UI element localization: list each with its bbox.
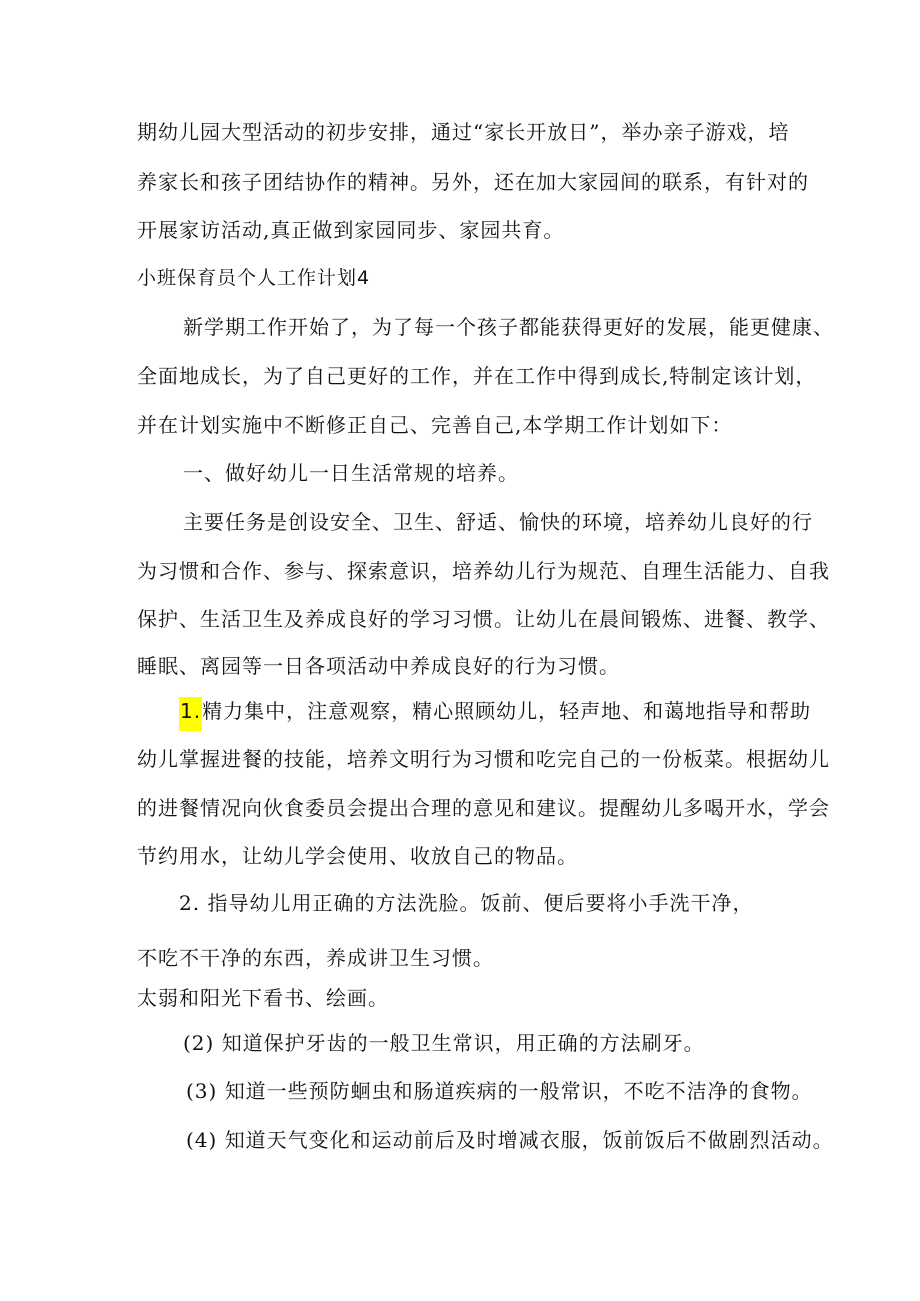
text-line: 睡眠、离园等一日各项活动中养成良好的行为习惯。 [137,654,620,678]
text-line: 的进餐情况向伙食委员会提出合理的意见和建议。提醒幼儿多喝开水，学会 [137,796,830,820]
sub-item-2: (2) 知道保护牙齿的一般卫生常识，用正确的方法刷牙。 [183,1031,705,1055]
text-line: 主要任务是创设安全、卫生、舒适、愉快的环境，培养幼儿良好的行 [183,510,813,534]
text-line: 开展家访活动,真正做到家园同步、家园共育。 [137,218,565,242]
text-line: 不吃不干净的东西，养成讲卫生习惯。 [137,946,494,970]
text-line: 节约用水，让幼儿学会使用、收放自己的物品。 [137,844,578,868]
text-line: 新学期工作开始了，为了每一个孩子都能获得更好的发展，能更健康、 [183,315,834,339]
list-item-1 [179,697,811,725]
sub-item-3: (3) 知道一些预防蛔虫和肠道疾病的一般常识，不吃不洁净的食物。 [186,1079,813,1103]
highlighted-number: 1. [179,697,202,731]
section-heading: 小班保育员个人工作计划4 [137,267,371,289]
text-line: 全面地成长，为了自己更好的工作，并在工作中得到成长,特制定该计划， [137,364,817,388]
text-line: 幼儿掌握进餐的技能，培养文明行为习惯和吃完自己的一份板菜。根据幼儿 [137,747,830,771]
subsection-heading: 一、做好幼儿一日生活常规的培养。 [183,461,519,485]
text-line: 养家长和孩子团结协作的精神。另外，还在加大家园间的联系，有针对的 [137,170,809,194]
list-item-2: 2. 指导幼儿用正确的方法洗脸。饭前、便后要将小手洗干净， [179,891,754,915]
text-line: 太弱和阳光下看书、绘画。 [137,986,389,1010]
text-line: 保护、生活卫生及养成良好的学习习惯。让幼儿在晨间锻炼、进餐、教学、 [137,607,830,631]
text-line: 为习惯和合作、参与、探索意识，培养幼儿行为规范、自理生活能力、自我 [137,559,830,583]
list-item-text: 精力集中，注意观察，精心照顾幼儿，轻声地、和蔼地指导和帮助 [202,699,812,723]
text-line: 并在计划实施中不断修正自己、完善自己,本学期工作计划如下： [137,413,733,437]
sub-item-4: (4) 知道天气变化和运动前后及时增减衣服，饭前饭后不做剧烈活动。 [186,1128,834,1152]
text-line: 期幼儿园大型活动的初步安排，通过“家长开放日”，举办亲子游戏，培 [137,120,790,144]
